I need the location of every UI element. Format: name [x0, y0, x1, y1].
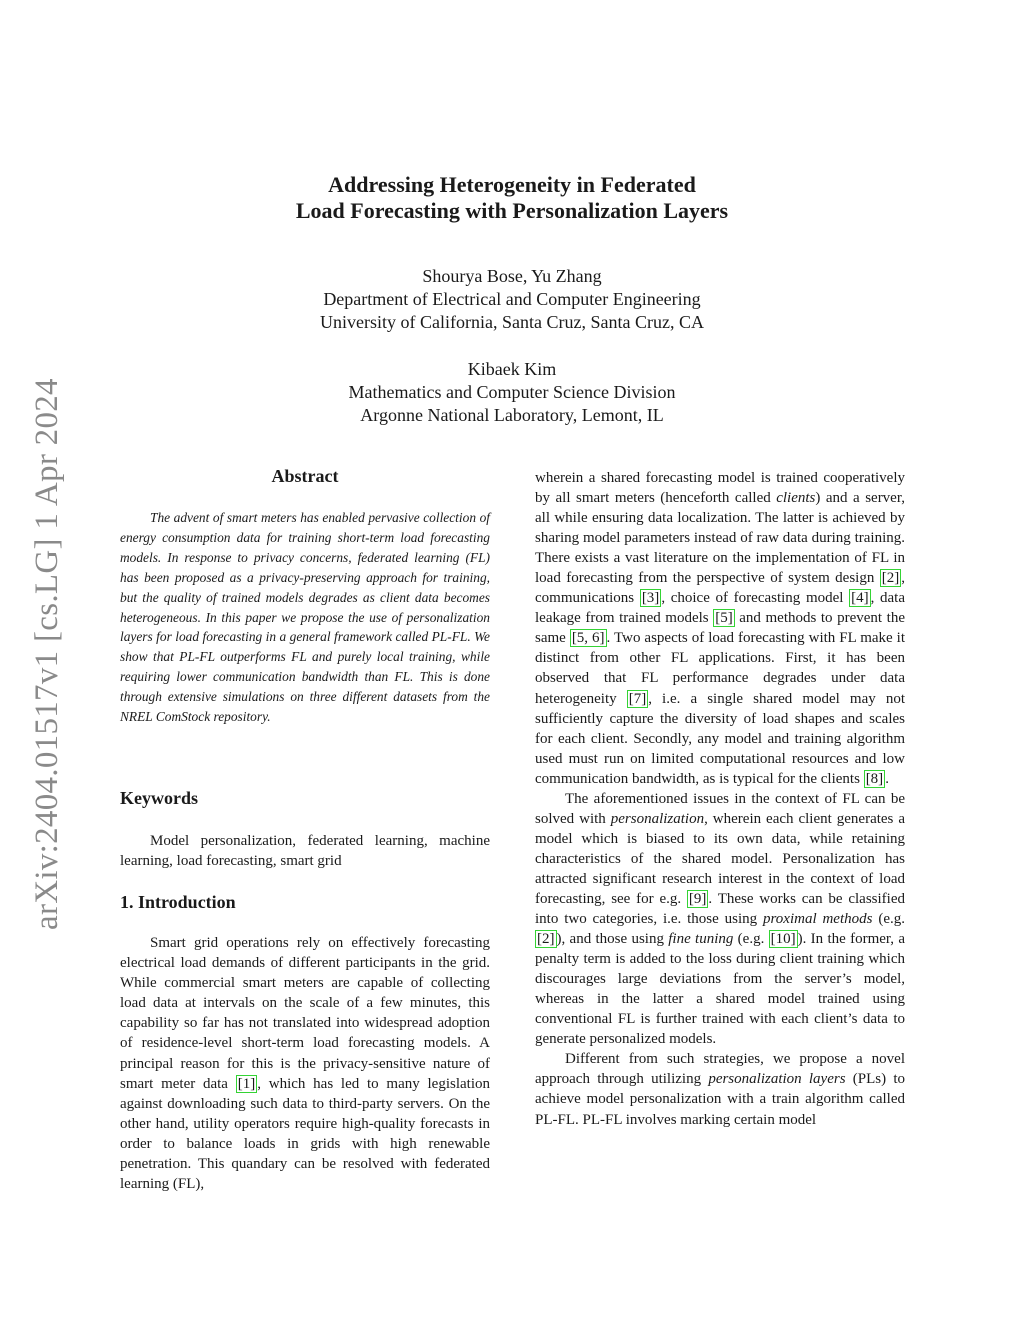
citation-link[interactable]: [10]	[770, 931, 796, 948]
text-run: Smart grid operations rely on effectively forecasting electrical load demands of different participants in the grid. While commercial smart meters are capable of collecting load data at intervals on the scale of a few minutes, this capability so far has not translated into widespread adoption of residence-level short-term load forecasting models. A principal reason for this is the privacy-sensitive nature of smart meter data	[120, 935, 490, 1092]
text-run: (e.g.	[872, 911, 905, 928]
author-block-ucsc	[200, 265, 824, 334]
text-run: . These works can be classified into two categories, i.e. those using	[535, 890, 906, 928]
paper-title-line-1: Addressing Heterogeneity in Federated	[328, 172, 696, 197]
author-institution: Argonne National Laboratory, Lemont, IL	[360, 405, 664, 425]
text-run: (e.g.	[733, 931, 769, 948]
text-run: , which has led to many legislation against downloading such data to third-party servers. On the other hand, utility operators require high-quality forecasts in order to balance loads in grids with high renewable penetration. This quandary can be resolved with federated learning (FL),	[120, 1075, 490, 1193]
emphasis-proximal-methods: proximal methods	[763, 911, 873, 928]
author-department: Mathematics and Computer Science Division	[348, 382, 676, 402]
emphasis-personalization-layers: personalization layers	[708, 1071, 846, 1088]
citation-link[interactable]: [5, 6]	[571, 630, 605, 647]
keywords-text: Model personalization, federated learning, machine learning, load forecasting, smart grid	[120, 833, 490, 869]
text-run: , communications	[535, 570, 905, 607]
text-run: , choice of forecasting model	[661, 590, 850, 607]
text-run: and methods to prevent the same	[535, 610, 905, 647]
right-column-body	[535, 468, 905, 1130]
text-run: ), and those using	[556, 931, 669, 948]
text-run: (PLs) to achieve model personalization with a train algorithm called PL-FL. PL-FL involves marking certain model	[535, 1071, 905, 1128]
author-block-argonne	[200, 358, 824, 427]
keywords-heading: Keywords	[120, 788, 198, 808]
text-run: , i.e. a single shared model may not sufficiently capture the diversity of load shapes and scales for each client. Secondly, any model and training algorithm used must run on limited computational resources and low communication bandwidth, as is typical for the clients	[535, 690, 905, 787]
right-column-paragraph-3	[535, 1049, 905, 1129]
emphasis-personalization: personalization	[610, 810, 705, 827]
abstract-text: The advent of smart meters has enabled pervasive collection of energy consumption data for training short-term load forecasting models. In response to privacy concerns, federated learning (FL) has been proposed as a privacy-preserving approach for training, but the quality of trained models degrades as client data becomes heterogeneous. In this paper we propose the use of personalization layers for load forecasting in a general framework called PL-FL. We show that PL-FL outperforms FL and purely local training, while requiring lower communication bandwidth than FL. This is done through extensive simulations on three different datasets from the NREL ComStock repository.	[120, 510, 490, 725]
citation-link[interactable]: [2]	[881, 570, 900, 587]
text-run: Different from such strategies, we propose a novel approach through utilizing	[535, 1051, 905, 1088]
author-names: Shourya Bose, Yu Zhang	[422, 266, 602, 286]
text-run: ) and a server, all while ensuring data localization. The latter is achieved by sharing model parameters instead of raw data during training. There exists a vast literature on the implementation of FL in load forecasting from the perspective of system design	[535, 490, 905, 587]
text-run: ). In the former, a penalty term is added to the loss during client training which discourages large deviations from the server’s model, whereas in the latter a shared model trained using conventional FL is further trained with each client’s data to generate personalized models.	[535, 931, 906, 1048]
author-names: Kibaek Kim	[467, 359, 557, 379]
citation-link[interactable]: [8]	[865, 770, 884, 787]
citation-link[interactable]: [2]	[537, 931, 555, 948]
citation-link[interactable]: [9]	[688, 890, 707, 907]
abstract-heading: Abstract	[271, 466, 339, 486]
paper-title-line-2: Load Forecasting with Personalization Layers	[295, 198, 729, 223]
text-run: The aforementioned issues in the context of FL can be solved with	[535, 790, 905, 827]
text-run: wherein a shared forecasting model is trained cooperatively by all smart meters (henceforth called	[535, 470, 905, 507]
right-column-paragraph-2	[535, 789, 905, 1050]
right-column-paragraph-1	[535, 468, 905, 789]
text-run: , wherein each client generates a model which is biased to its own data, while retaining characteristics of the shared model. Personalization has attracted significant research interest in the context of load forecasting, see for e.g.	[535, 810, 905, 907]
text-run: , data leakage from trained models	[535, 590, 905, 627]
citation-link[interactable]: [7]	[628, 690, 647, 707]
text-run: .	[885, 770, 889, 787]
emphasis-clients: clients	[776, 490, 816, 507]
citation-link[interactable]: [3]	[641, 590, 660, 607]
text-run: . Two aspects of load forecasting with FL make it distinct from other FL applications. First, it has been observed that FL performance degrades under data heterogeneity	[535, 630, 905, 707]
introduction-heading: 1. Introduction	[120, 892, 236, 912]
author-institution: University of California, Santa Cruz, Santa Cruz, CA	[320, 312, 704, 332]
citation-link[interactable]: [4]	[851, 590, 869, 607]
author-department: Department of Electrical and Computer Engineering	[323, 289, 701, 309]
emphasis-fine-tuning: fine tuning	[668, 931, 734, 948]
citation-link[interactable]: [1]	[237, 1075, 256, 1092]
paper-title	[200, 172, 824, 224]
introduction-paragraph-1	[120, 933, 490, 1194]
arxiv-identifier-stamp: arXiv:2404.01517v1 [cs.LG] 1 Apr 2024	[29, 378, 65, 930]
citation-link[interactable]: [5]	[715, 610, 733, 627]
